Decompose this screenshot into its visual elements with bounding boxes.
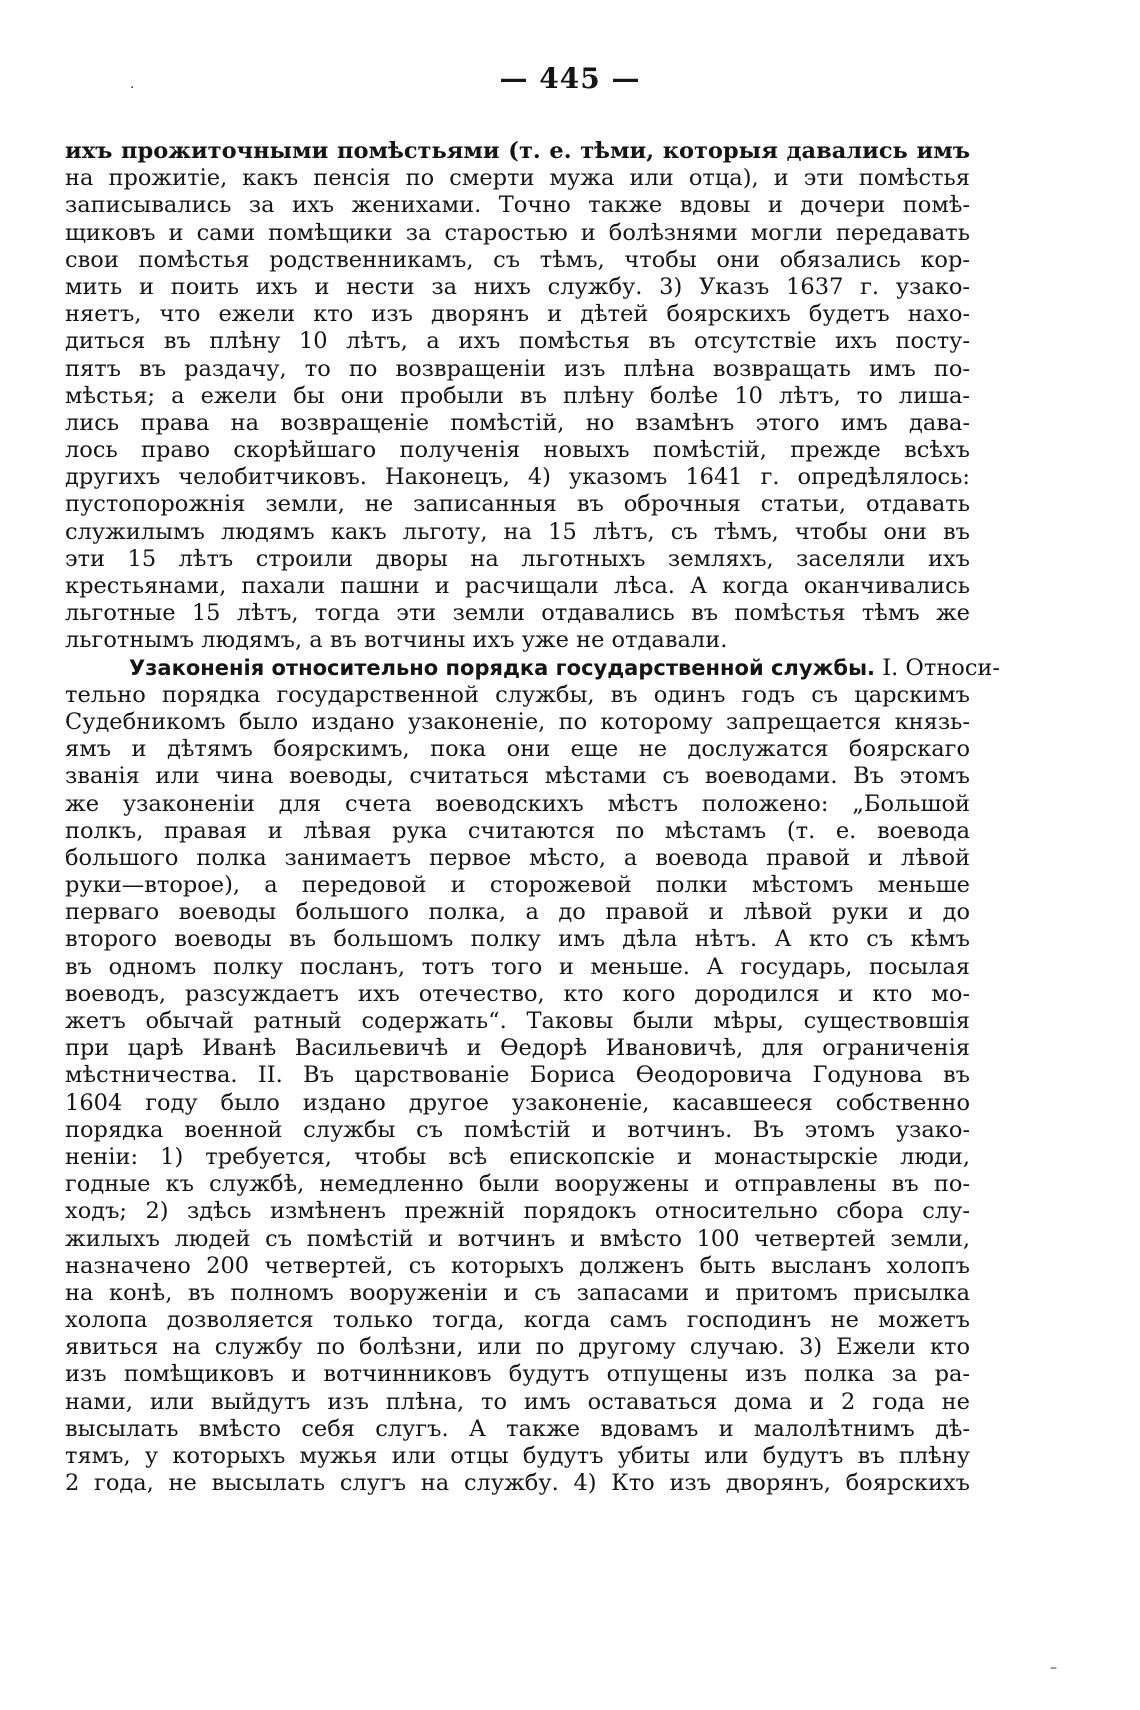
- text-line: записывались за ихъ женихами. Точно также вдовы и дочери помѣ-: [65, 192, 970, 219]
- text-line: няетъ, что ежели кто изъ дворянъ и дѣтей боярскихъ будетъ нахо-: [65, 301, 970, 328]
- text-line: Судебникомъ было издано узаконеніе, по которому запрещается князь-: [65, 708, 970, 735]
- text-line: второго воеводы въ большомъ полку имъ дѣла нѣтъ. А кто съ кѣмъ: [65, 926, 970, 953]
- text-line: мить и поить ихъ и нести за нихъ службу. 3) Указъ 1637 г. узако-: [65, 273, 970, 300]
- text-line: на прожитіе, какъ пенсія по смерти мужа или отца), и эти помѣстья: [65, 165, 970, 192]
- text-line: большого полка занимаетъ первое мѣсто, а воевода правой и лѣвой: [65, 844, 970, 871]
- text-line: ихъ прожиточными помѣстьями (т. е. тѣми, которыя давались имъ: [65, 138, 970, 164]
- text-line: же узаконеніи для счета воеводскихъ мѣстъ положено: „Большой: [65, 790, 970, 817]
- text-line: пустопорожнія земли, не записанныя въ оброчныя статьи, отдавать: [65, 491, 970, 518]
- text-line: ямъ и дѣтямъ боярскимъ, пока они еще не дослужатся боярскаго: [65, 736, 970, 763]
- text-line: на конѣ, въ полномъ вооруженіи и съ запасами и притомъ присылка: [65, 1279, 970, 1306]
- text-line: лись права на возвращеніе помѣстій, но взамѣнъ этого имъ дава-: [65, 409, 970, 436]
- text-line: щиковъ и сами помѣщики за старостью и болѣзнями могли передавать: [65, 219, 970, 246]
- text-line: перваго воеводы большого полка, а до правой и лѣвой руки и до: [65, 899, 970, 926]
- body-text: [65, 138, 1001, 1497]
- text-line: льготные 15 лѣтъ, тогда эти земли отдавались въ помѣстья тѣмъ же: [65, 600, 970, 627]
- scan-speck: ·: [130, 80, 135, 96]
- text-line: воеводъ, разсуждаетъ ихъ отечество, кто кого дородился и кто мо-: [65, 980, 970, 1007]
- text-line: неніи: 1) требуется, чтобы всѣ епископскіе и монастырскіе люди,: [65, 1143, 970, 1170]
- text-line: тямъ, у которыхъ мужья или отцы будутъ убиты или будутъ въ плѣну: [65, 1443, 970, 1469]
- text-line: служилымъ людямъ какъ льготу, на 15 лѣтъ, съ тѣмъ, чтобы они въ: [65, 518, 970, 545]
- text-line: 1604 году было издано другое узаконеніе, касавшееся собственно: [65, 1089, 970, 1116]
- text-line: мѣстничества. II. Въ царствованіе Бориса Ѳеодоровича Годунова въ: [65, 1062, 970, 1089]
- text-line: жилыхъ людей съ помѣстій и вотчинъ и вмѣсто 100 четвертей земли,: [65, 1225, 970, 1252]
- scan-mark: –: [1050, 1660, 1057, 1676]
- paragraph-1: [65, 138, 970, 655]
- page-number: — 445 —: [499, 62, 641, 95]
- text-line: другихъ челобитчиковъ. Наконецъ, 4) указомъ 1641 г. опредѣлялось:: [65, 464, 970, 491]
- text-line: полкъ, правая и лѣвая рука считаются по мѣстамъ (т. е. воевода: [65, 817, 970, 844]
- text-line: свои помѣстья родственникамъ, съ тѣмъ, чтобы они обязались кор-: [65, 246, 970, 273]
- paragraph-2: [65, 654, 1001, 1498]
- text-run: I. Относи-: [882, 654, 1001, 681]
- text-line: высылать вмѣсто себя слугъ. А также вдовамъ и малолѣтнимъ дѣ-: [65, 1415, 970, 1442]
- text-line: мѣстья; а ежели бы они пробыли въ плѣну болѣе 10 лѣтъ, то лиша-: [65, 382, 970, 409]
- text-line: назначено 200 четвертей, съ которыхъ долженъ быть высланъ холопъ: [65, 1252, 970, 1279]
- text-line: изъ помѣщиковъ и вотчинниковъ будутъ отпущены изъ полка за ра-: [65, 1361, 970, 1388]
- text-line: лось право скорѣйшаго полученія новыхъ помѣстій, прежде всѣхъ: [65, 437, 970, 464]
- text-line: нами, или выйдутъ изъ плѣна, то имъ оставаться дома и 2 года не: [65, 1388, 970, 1415]
- text-line: холопа дозволяется только тогда, когда самъ господинъ не можетъ: [65, 1307, 970, 1334]
- text-line: льготнымъ людямъ, а въ вотчины ихъ уже не отдавали.: [65, 627, 728, 654]
- section-heading-line: [65, 654, 1001, 682]
- text-line: при царѣ Иванѣ Васильевичѣ и Ѳедорѣ Ивановичѣ, для ограниченія: [65, 1035, 970, 1062]
- text-line: ходъ; 2) здѣсь измѣненъ прежній порядокъ относительно сбора слу-: [65, 1198, 970, 1225]
- text-line: тельно порядка государственной службы, въ одинъ годъ съ царскимъ: [65, 681, 970, 708]
- text-line: званія или чина воеводы, считаться мѣстами съ воеводами. Въ этомъ: [65, 763, 970, 790]
- text-line: въ одномъ полку посланъ, тотъ того и меньше. А государь, посылая: [65, 953, 970, 980]
- text-line: пятъ въ раздачу, то по возвращеніи изъ плѣна возвращать имъ по-: [65, 355, 970, 382]
- text-line: эти 15 лѣтъ строили дворы на льготныхъ земляхъ, заселяли ихъ: [65, 545, 970, 572]
- text-line: 2 года, не высылать слугъ на службу. 4) Кто изъ дворянъ, боярскихъ: [65, 1470, 970, 1497]
- text-line: явиться на службу по болѣзни, или по другому случаю. 3) Ежели кто: [65, 1334, 970, 1361]
- text-line: руки—второе), а передовой и сторожевой полки мѣстомъ меньше: [65, 872, 970, 899]
- text-line: крестьянами, пахали пашни и расчищали лѣса. А когда оканчивались: [65, 573, 970, 599]
- text-line: порядка военной службы съ помѣстій и вотчинъ. Въ этомъ узако-: [65, 1116, 970, 1143]
- text-line: диться въ плѣну 10 лѣтъ, а ихъ помѣстья въ отсутствіе ихъ посту-: [65, 328, 970, 355]
- text-line: годные къ службѣ, немедленно были вооружены и отправлены въ по-: [65, 1171, 970, 1198]
- text-line: жетъ обычай ратный содержать“. Таковы были мѣры, существовшія: [65, 1008, 970, 1034]
- section-heading: Узаконенія относительно порядка государственной службы.: [129, 655, 876, 680]
